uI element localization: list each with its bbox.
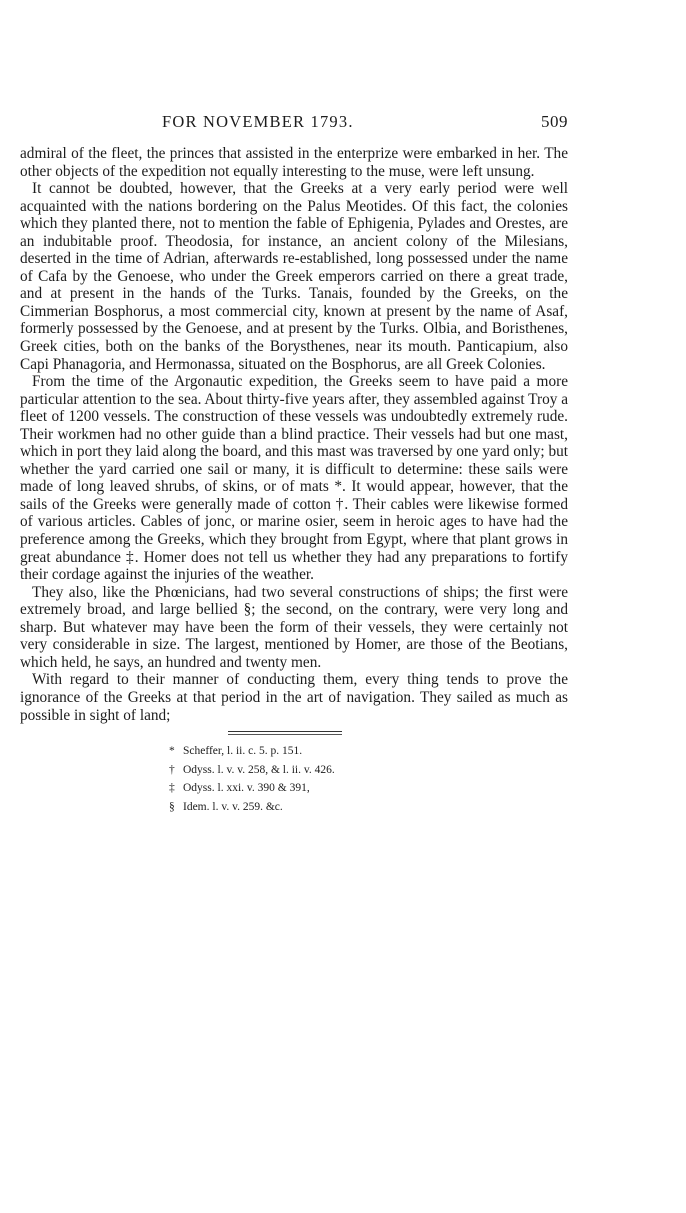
footnote-3 bbox=[169, 779, 568, 798]
paragraph-4: They also, like the Phœnicians, had two several constructions of ships; the first were extremely broad, and large bellied §; the second, on the contrary, were very long and sharp. But whatever may have been the form of their vessels, they were certainly not very considerable in size. The largest, mentioned by Homer, are those of the Beotians, which held, he says, an hundred and twenty men. bbox=[20, 583, 568, 671]
footnote-rule bbox=[228, 731, 342, 735]
running-title: FOR NOVEMBER 1793. bbox=[162, 112, 354, 131]
page-number: 509 bbox=[541, 112, 568, 131]
paragraph-3: From the time of the Argonautic expedition, the Greeks seem to have paid a more particular attention to the sea. About thirty-five years after, they assembled against Troy a fleet of 1200 vessels. The construction of these vessels was undoubtedly extremely rude. Their workmen had no other guide than a blind practice. Their vessels had but one mast, which in port they laid along the board, and this mast was traversed by one yard only; but whether the yard carried one sail or many, it is difficult to determine: these sails were made of long leaved shrubs, of skins, or of mats *. It would appear, however, that the sails of the Greeks were generally made of cotton †. Their cables were likewise formed of various articles. Cables of jonc, or marine osier, seem in heroic ages to have had the preference among the Greeks, which they brought from Egypt, where that plant grows in great abundance ‡. Homer does not tell us whether they had any preparations to fortify their cordage against the injuries of the weather. bbox=[20, 373, 569, 584]
footnote-text: Scheffer, l. ii. c. 5. p. 151. bbox=[183, 745, 303, 758]
footnote-mark: ‡ bbox=[169, 782, 175, 795]
footnote-mark: † bbox=[169, 763, 175, 776]
footnote-mark: * bbox=[169, 745, 175, 758]
footnotes bbox=[169, 742, 568, 816]
body-text bbox=[20, 145, 568, 724]
footnote-text: Odyss. l. xxi. v. 390 & 391, bbox=[183, 782, 310, 795]
footnote-4 bbox=[169, 798, 568, 817]
footnote-mark: § bbox=[169, 800, 175, 813]
footnote-1 bbox=[169, 742, 568, 761]
book-page bbox=[20, 112, 568, 816]
footnote-text: Idem. l. v. v. 259. &c. bbox=[183, 800, 283, 813]
footnote-text: Odyss. l. v. v. 258, & l. ii. v. 426. bbox=[183, 763, 335, 776]
paragraph-5: With regard to their manner of conducting them, every thing tends to prove the ignorance of the Greeks at that period in the art of navigation. They sailed as much as possible in sight of land; bbox=[20, 671, 568, 724]
paragraph-1: admiral of the fleet, the princes that assisted in the enterprize were embarked in her. The other objects of the expedition not equally interesting to the muse, were left unsung. bbox=[20, 145, 568, 180]
paragraph-2: It cannot be doubted, however, that the Greeks at a very early period were well acquainted with the nations bordering on the Palus Meotides. Of this fact, the colonies which they planted there, not to mention the fable of Ephigenia, Pylades and Orestes, are an indubitable proof. Theodosia, for instance, an ancient colony of the Milesians, deserted in the time of Adrian, afterwards re-established, long possessed under the name of Cafa by the Genoese, who under the Greek emperors carried on there a great trade, and at present in the hands of the Turks. Tanais, founded by the Greeks, on the Cimmerian Bosphorus, a most commercial city, known at present by the name of Asaf, formerly possessed by the Genoese, and at present by the Turks. Olbia, and Boristhenes, Greek cities, both on the banks of the Borysthenes, near its mouth. Panticapium, also Capi Phanagoria, and Hermonassa, situated on the Bosphorus, are all Greek Colonies. bbox=[20, 180, 568, 373]
running-head bbox=[20, 112, 568, 136]
footnote-2 bbox=[169, 761, 568, 780]
